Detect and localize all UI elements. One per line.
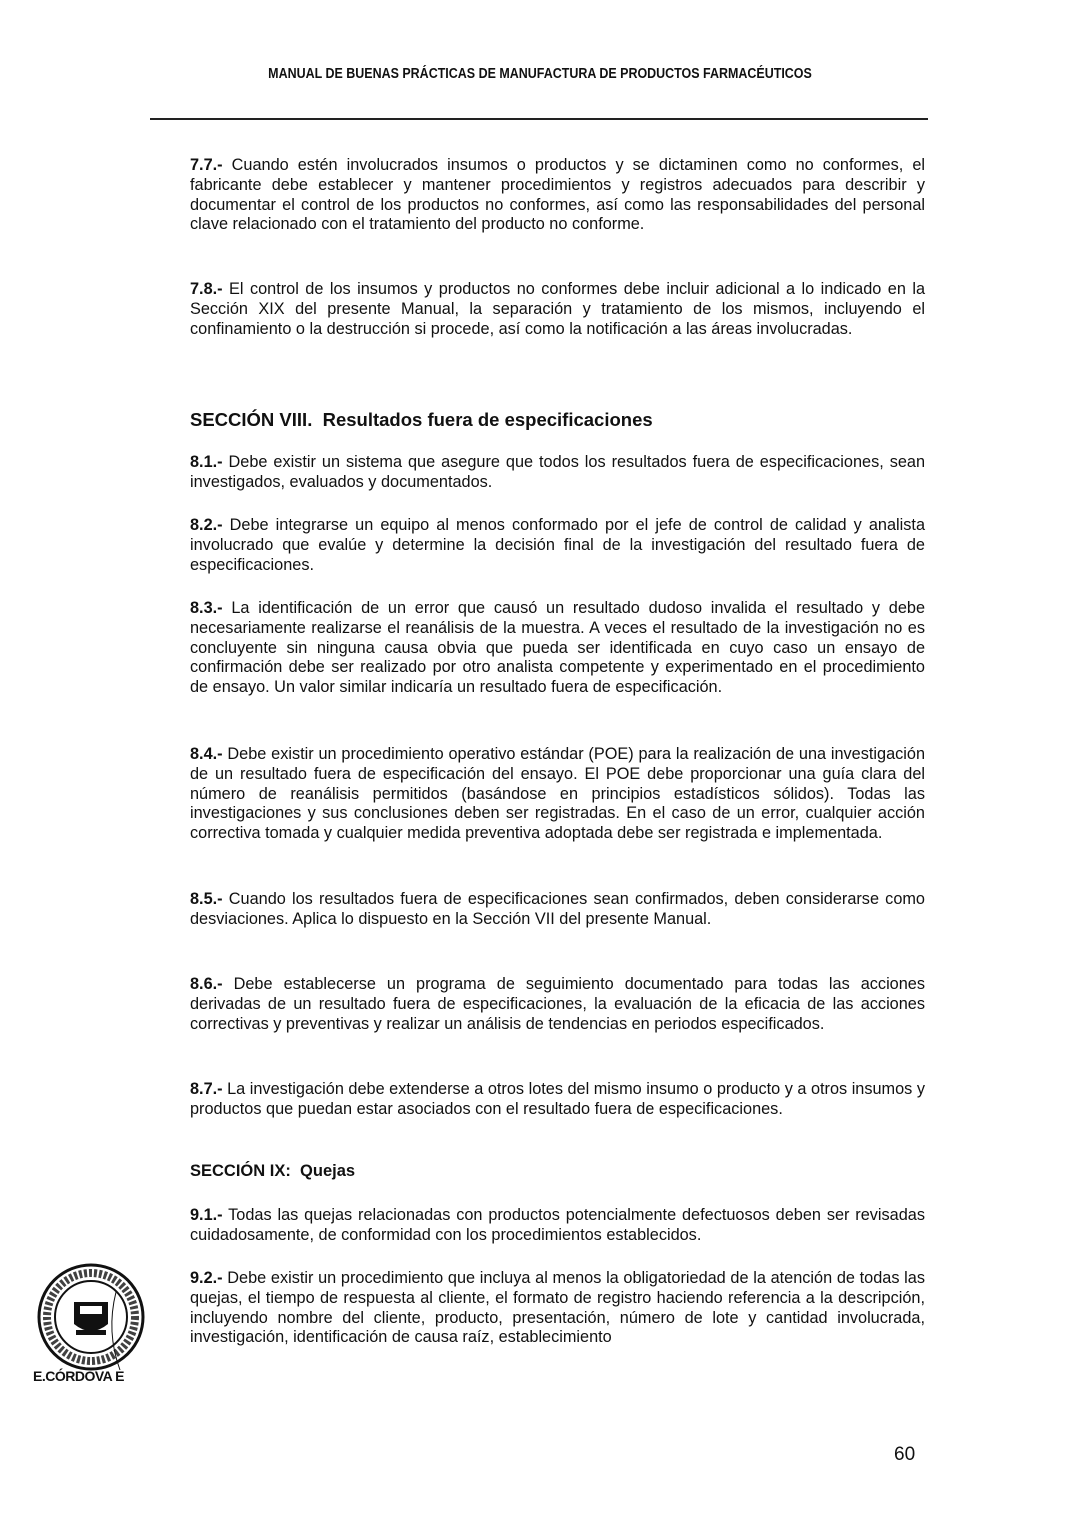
clause-number: 8.5.- [190, 890, 223, 908]
section-label: SECCIÓN VIII. [190, 409, 313, 430]
clause-text: Todas las quejas relacionadas con productos potencialmente defectuosos deben ser revisadas cuidadosamente, de conformidad con los procedimientos establecidos. [190, 1206, 925, 1244]
clause-number: 7.7.- [190, 156, 223, 174]
clause-text: Debe existir un sistema que asegure que todos los resultados fuera de especificaciones, sean investigados, evaluados y documentados. [190, 453, 925, 491]
clause-text: La investigación debe extenderse a otros lotes del mismo insumo o producto y a otros insumos y productos que puedan estar asociados con el resultado fuera de especificaciones. [190, 1080, 925, 1118]
stamp-signature-name: E.CÓRDOVA E [33, 1368, 124, 1384]
paragraph-8-2 [190, 516, 925, 575]
paragraph-7-8 [190, 280, 925, 339]
clause-number: 8.4.- [190, 745, 223, 763]
section-title: Quejas [300, 1162, 356, 1180]
clause-number: 9.2.- [190, 1269, 223, 1287]
clause-number: 7.8.- [190, 280, 223, 298]
paragraph-8-5 [190, 890, 925, 930]
clause-text: Cuando estén involucrados insumos o productos y se dictaminen como no conformes, el fabricante debe establecer y mantener procedimientos y registros adecuados para describir y documentar el control de los productos no conformes, así como las responsabilidades del personal clave relacionado con el tratamiento del producto no conforme. [190, 156, 925, 234]
page-number: 60 [894, 1444, 916, 1465]
paragraph-9-2 [190, 1269, 925, 1348]
paragraph-8-6 [190, 975, 925, 1034]
clause-number: 8.3.- [190, 599, 223, 617]
clause-text: Cuando los resultados fuera de especificaciones sean confirmados, deben considerarse como desviaciones. Aplica lo dispuesto en la Sección VII del presente Manual. [190, 890, 925, 928]
clause-text: Debe integrarse un equipo al menos conformado por el jefe de control de calidad y analista involucrado que evalúe y determine la decisión final de la investigación del resultado fuera de especificaciones. [190, 516, 925, 574]
clause-text: Debe existir un procedimiento que incluya al menos la obligatoriedad de la atención de todas las quejas, el tiempo de respuesta al cliente, el formato de registro haciendo referencia a la descripción, incluyendo nombre del cliente, producto, presentación, número de lote y cantidad involucrada, investigación, identificación de causa raíz, establecimiento [190, 1269, 925, 1347]
paragraph-8-3 [190, 599, 925, 698]
paragraph-8-7 [190, 1080, 925, 1120]
paragraph-9-1 [190, 1206, 925, 1246]
clause-text: Debe existir un procedimiento operativo estándar (POE) para la realización de una investigación de un resultado fuera de especificación del ensayo. El POE debe proporcionar una guía clara del número de reanálisis permitidos (basándose en principios estadísticos sólidos). Todas las investigaciones y sus conclusiones deben ser registradas. En el caso de un error, cualquier acción correctiva tomada y cualquier medida preventiva adoptada debe ser registrada e implementada. [190, 745, 925, 843]
clause-text: La identificación de un error que causó un resultado dudoso invalida el resultado y debe necesariamente realizarse el reanálisis de la muestra. A veces el resultado de la investigación no es concluyente sin ninguna causa obvia que pueda ser identificada en cuyo caso un ensayo de confirmación debe ser realizado por otro analista competente y experimentado en el procedimiento de ensayo. Un valor similar indicaría un resultado fuera de especificación. [190, 599, 925, 697]
official-seal-stamp [36, 1262, 146, 1372]
paragraph-7-7 [190, 156, 925, 235]
page-header: MANUAL DE BUENAS PRÁCTICAS DE MANUFACTURA DE PRODUCTOS FARMACÉUTICOS [268, 66, 812, 82]
paragraph-8-4 [190, 745, 925, 844]
section-heading-ix [190, 1162, 355, 1181]
clause-number: 9.1.- [190, 1206, 223, 1224]
clause-text: El control de los insumos y productos no conformes debe incluir adicional a lo indicado en la Sección XIX del presente Manual, la separación y tratamiento de los mismos, incluyendo el confinamiento o la destrucción si procede, así como la notificación a las áreas involucradas. [190, 280, 925, 338]
clause-number: 8.1.- [190, 453, 223, 471]
clause-text: Debe establecerse un programa de seguimiento documentado para todas las acciones derivadas de un resultado fuera de especificaciones, la evaluación de la eficacia de las acciones correctivas y preventivas y realizar un análisis de tendencias en periodos especificados. [190, 975, 925, 1033]
paragraph-8-1 [190, 453, 925, 493]
section-heading-viii [190, 409, 653, 431]
header-rule [150, 118, 928, 120]
clause-number: 8.6.- [190, 975, 223, 993]
clause-number: 8.2.- [190, 516, 223, 534]
section-title: Resultados fuera de especificaciones [322, 409, 653, 430]
clause-number: 8.7.- [190, 1080, 223, 1098]
section-label: SECCIÓN IX: [190, 1162, 291, 1180]
